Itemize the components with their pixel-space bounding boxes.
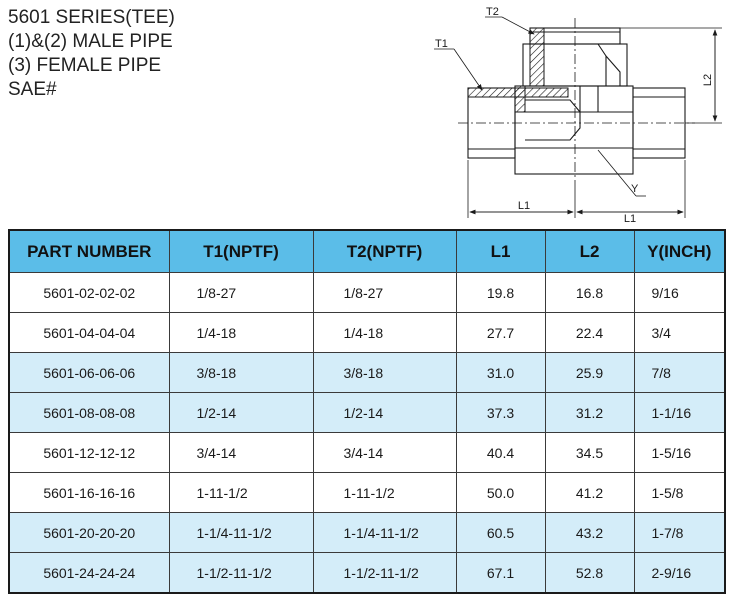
- table-row: [9, 353, 725, 393]
- l1-cell: 50.0: [456, 473, 545, 513]
- t2-cell: 1/4-18: [313, 313, 456, 353]
- table-row: [9, 273, 725, 313]
- t2-label: T2: [486, 6, 499, 18]
- heading-line: (1)&(2) MALE PIPE: [8, 31, 173, 52]
- y-cell: 1-7/8: [634, 513, 725, 553]
- part-number-cell: 5601-02-02-02: [9, 273, 169, 313]
- table-row: [9, 393, 725, 433]
- column-header-part-number: PART NUMBER: [9, 230, 169, 273]
- l2-cell: 34.5: [545, 433, 634, 473]
- l2-cell: 16.8: [545, 273, 634, 313]
- column-header-t1: T1(NPTF): [169, 230, 313, 273]
- main-body: [515, 86, 633, 174]
- y-cell: 9/16: [634, 273, 725, 313]
- t2-cell: 1/2-14: [313, 393, 456, 433]
- table-row: [9, 513, 725, 553]
- part-number-cell: 5601-06-06-06: [9, 353, 169, 393]
- column-header-l2: L2: [545, 230, 634, 273]
- table-row: [9, 473, 725, 513]
- t2-cell: 3/8-18: [313, 353, 456, 393]
- t1-cell: 1-1/4-11-1/2: [169, 513, 313, 553]
- column-header-t2: T2(NPTF): [313, 230, 456, 273]
- table-row: [9, 433, 725, 473]
- y-cell: 2-9/16: [634, 553, 725, 594]
- t1-cell: 1/8-27: [169, 273, 313, 313]
- l2-cell: 25.9: [545, 353, 634, 393]
- series-heading: [8, 6, 175, 102]
- y-cell: 1-5/8: [634, 473, 725, 513]
- l1-cell: 19.8: [456, 273, 545, 313]
- tee-fitting-drawing: [430, 0, 730, 225]
- t1-label: T1: [435, 38, 448, 50]
- part-number-cell: 5601-08-08-08: [9, 393, 169, 433]
- part-number-cell: 5601-16-16-16: [9, 473, 169, 513]
- part-number-cell: 5601-04-04-04: [9, 313, 169, 353]
- t1-cell: 3/4-14: [169, 433, 313, 473]
- table-row: [9, 313, 725, 353]
- table-row: [9, 553, 725, 594]
- t2-cell: 1-11-1/2: [313, 473, 456, 513]
- y-cell: 1-5/16: [634, 433, 725, 473]
- t1-cell: 1/4-18: [169, 313, 313, 353]
- t1-cell: 1/2-14: [169, 393, 313, 433]
- t2-cell: 1-1/2-11-1/2: [313, 553, 456, 594]
- l2-cell: 22.4: [545, 313, 634, 353]
- table-header-row: [9, 230, 725, 273]
- l1-right-label: L1: [623, 213, 637, 225]
- part-number-cell: 5601-24-24-24: [9, 553, 169, 594]
- y-label: Y: [631, 183, 639, 195]
- column-header-l1: L1: [456, 230, 545, 273]
- l1-cell: 60.5: [456, 513, 545, 553]
- l1-left-label: L1: [517, 200, 531, 212]
- l1-cell: 27.7: [456, 313, 545, 353]
- heading-line: 5601 SERIES(TEE): [8, 7, 175, 28]
- l2-label: L2: [702, 73, 714, 87]
- l2-cell: 52.8: [545, 553, 634, 594]
- l2-cell: 31.2: [545, 393, 634, 433]
- t1-cell: 1-11-1/2: [169, 473, 313, 513]
- t2-cell: 3/4-14: [313, 433, 456, 473]
- specification-table: [8, 229, 726, 594]
- l2-cell: 41.2: [545, 473, 634, 513]
- l1-cell: 31.0: [456, 353, 545, 393]
- y-cell: 1-1/16: [634, 393, 725, 433]
- y-cell: 7/8: [634, 353, 725, 393]
- heading-line: (3) FEMALE PIPE: [8, 55, 162, 76]
- t2-cell: 1-1/4-11-1/2: [313, 513, 456, 553]
- t1-cell: 1-1/2-11-1/2: [169, 553, 313, 594]
- y-cell: 3/4: [634, 313, 725, 353]
- l1-cell: 37.3: [456, 393, 545, 433]
- column-header-y: Y(INCH): [634, 230, 725, 273]
- part-number-cell: 5601-12-12-12: [9, 433, 169, 473]
- t2-cell: 1/8-27: [313, 273, 456, 313]
- t1-cell: 3/8-18: [169, 353, 313, 393]
- heading-line: SAE#: [8, 79, 57, 100]
- l1-cell: 67.1: [456, 553, 545, 594]
- l1-cell: 40.4: [456, 433, 545, 473]
- l2-cell: 43.2: [545, 513, 634, 553]
- part-number-cell: 5601-20-20-20: [9, 513, 169, 553]
